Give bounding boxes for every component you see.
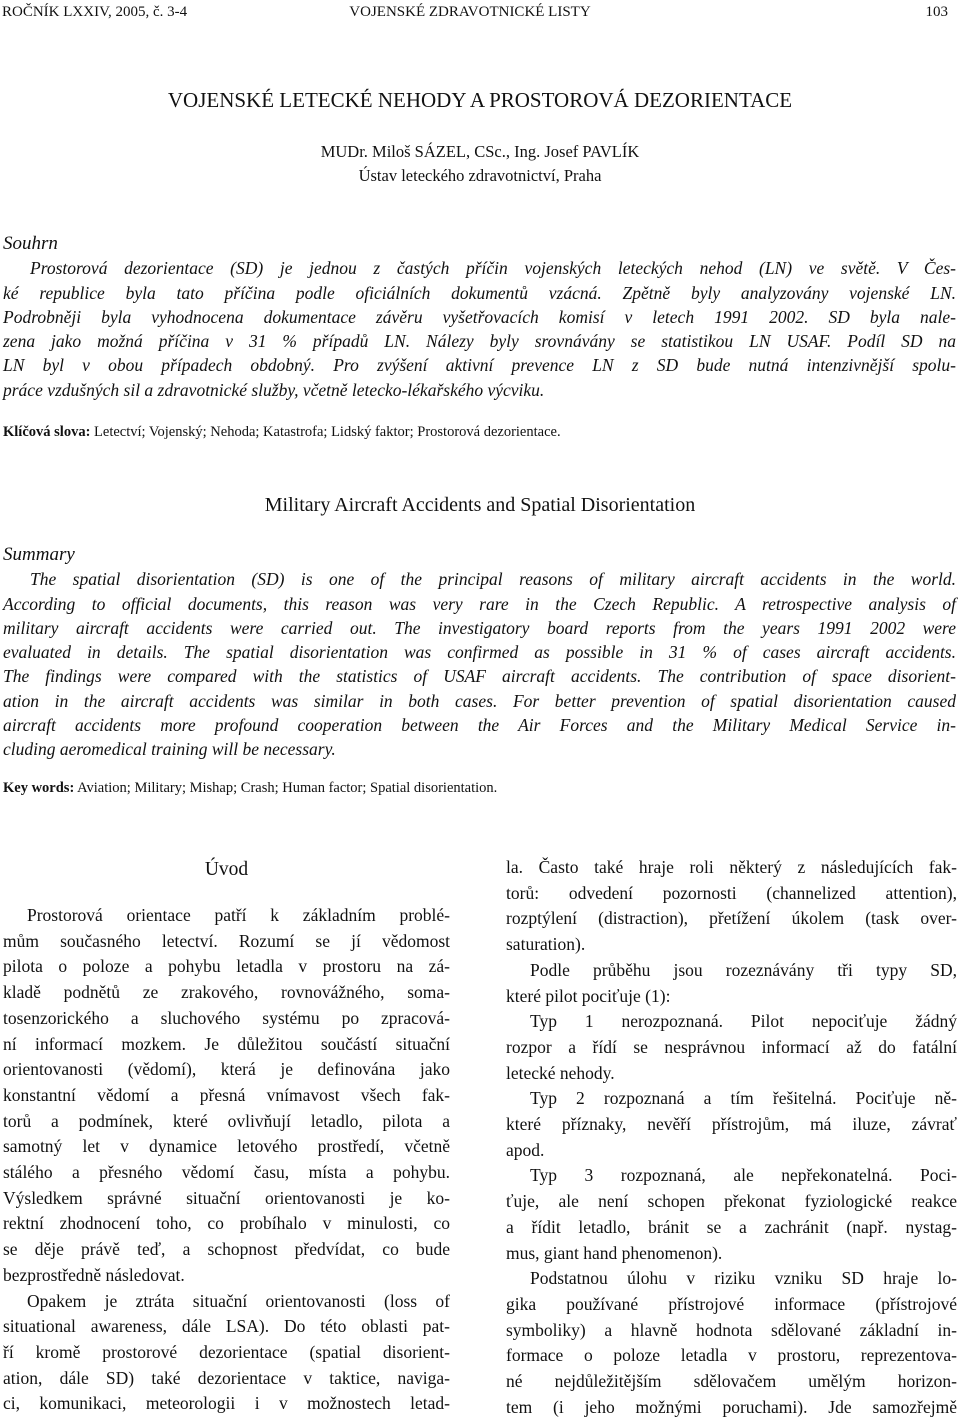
- text-line: letecké nehody.: [506, 1062, 615, 1083]
- summary-line: The findings were compared with the statistics of USAF aircraft accidents. The contribution of space disorient-: [3, 666, 956, 687]
- author-block: [0, 140, 960, 188]
- text-line: Podle průběhu jsou rozeznávány tři typy SD,: [530, 959, 957, 980]
- key-words-label: Key words:: [3, 780, 75, 796]
- text-line: ní informací mozkem. Je důležitou součástí situační: [3, 1033, 450, 1054]
- text-line: ation, dále SD) také dezorientace v taktice, naviga-: [3, 1367, 450, 1388]
- text-line: a řídit letadlo, bránit se a zachránit (např. nystag-: [506, 1216, 957, 1237]
- text-line: formace o poloze letadla v prostoru, reprezentova-: [506, 1345, 957, 1366]
- text-line: tem (i jeho možnými poruchami). Jde samozřejmě: [506, 1396, 957, 1417]
- summary-body: [3, 567, 956, 761]
- summary-line: cluding aeromedical training will be necessary.: [3, 739, 336, 760]
- abstract-en: [3, 543, 956, 762]
- text-line: Výsledkem správné situační orientovanosti je ko-: [3, 1187, 450, 1208]
- klicova-slova-label: Klíčová slova:: [3, 424, 91, 440]
- text-line: né nejdůležitějším sdělovačem umělým horizon-: [506, 1371, 957, 1392]
- affiliation: Ústav leteckého zdravotnictví, Praha: [358, 166, 602, 185]
- body-column-left: [3, 855, 450, 1417]
- journal-issue: ROČNÍK LXXIV, 2005, č. 3-4: [2, 4, 188, 20]
- text-line: torů a podmínek, které ovlivňují letadlo, pilota a: [3, 1110, 450, 1131]
- text-line: saturation).: [506, 934, 586, 955]
- text-line: rozptýlení (distraction), přetížení úkolem (task over-: [506, 908, 957, 929]
- text-line: mům současného letectví. Rozumí se jí vědomost: [3, 930, 450, 951]
- souhrn-line: LN byl v obou případech obdobný. Pro zvýšení aktivní prevence LN z SD bude nutná intenzivnější spolu-: [3, 355, 956, 376]
- text-line: pilota o poloze a pohybu letadla v prostoru na zá-: [3, 956, 450, 977]
- text-line: Typ 1 nerozpoznaná. Pilot nepociťuje žádný: [530, 1011, 957, 1032]
- text-line: orientovanosti (vědomí), která je definována jako: [3, 1059, 450, 1080]
- text-line: stálého a přesného vědomí času, místa a pohybu.: [3, 1162, 450, 1183]
- summary-line: military aircraft accidents were carried out. The investigatory board reports from the years 1991 2002 were: [3, 617, 956, 638]
- text-line: kladě podnětů ze zrakového, rovnovážného, soma-: [3, 982, 450, 1003]
- souhrn-line: Prostorová dezorientace (SD) je jednou z častých příčin vojenských leteckých nehod (LN) ve světě. V Čes-: [30, 258, 956, 279]
- souhrn-line: práce vzdušných sil a zdravotnické služby, včetně letecko-lékařského výcviku.: [3, 379, 545, 400]
- authors: MUDr. Miloš SÁZEL, CSc., Ing. Josef PAVLÍK: [320, 142, 640, 161]
- summary-line: ation in the aircraft accidents was similar in both cases. For better prevention of spatial disorientation caused: [3, 690, 956, 711]
- summary-line: aircraft accidents more profound cooperation between the Air Forces and the Military Medical Service in-: [3, 715, 956, 736]
- souhrn-line: ké republice byla tato příčina podle oficiálních dokumentů vzácná. Zpětně byly analyzovány vojenské LN.: [3, 282, 956, 303]
- souhrn-body: [3, 256, 956, 402]
- souhrn-heading: Souhrn: [3, 233, 58, 254]
- text-line: Prostorová orientace patří k základním problé-: [27, 905, 450, 925]
- text-line: rektní zhodnocení toho, co probíhalo v minulosti, co: [3, 1213, 450, 1234]
- journal-name: VOJENSKÉ ZDRAVOTNICKÉ LISTY: [349, 4, 591, 20]
- text-line: gika používané přístrojové informace (přístrojové: [506, 1293, 957, 1314]
- text-line: symboliky) a hlavně hodnota sdělované základní in-: [506, 1319, 957, 1340]
- text-line: ří kromě prostorové dezorientace (spatial disorient-: [3, 1341, 450, 1362]
- text-line: la. Často také hraje roli některý z následujících fak-: [506, 857, 957, 877]
- text-line: bezprostředně následovat.: [3, 1264, 185, 1285]
- abstract-cz: [3, 232, 956, 402]
- text-line: tosenzorického a sluchového systému po zpracová-: [3, 1007, 450, 1028]
- text-line: které příznaky, nevěří přístrojům, má iluze, závrať: [506, 1114, 957, 1135]
- text-line: Typ 2 rozpoznaná a tím řešitelná. Pociťuje ně-: [530, 1088, 957, 1109]
- klicova-slova: [3, 424, 561, 441]
- text-line: Typ 3 rozpoznaná, ale nepřekonatelná. Poci-: [530, 1165, 957, 1186]
- text-line: apod.: [506, 1139, 545, 1160]
- article-title-en: Military Aircraft Accidents and Spatial Disorientation: [264, 494, 696, 516]
- text-line: ťuje, ale není schopen překonat fyziologické reakce: [506, 1191, 957, 1212]
- souhrn-line: zena jako možná příčina v 31 % případů LN. Nálezy byly srovnávány se statistikou LN USAF. Podíl SD na: [3, 331, 956, 352]
- text-line: torů: odvedení pozornosti (channelized attention),: [506, 882, 957, 903]
- text-line: ci, komunikaci, meteorologii i v možnostech letad-: [3, 1393, 450, 1414]
- text-line: situational awareness, dále LSA). Do této oblasti pat-: [3, 1316, 450, 1337]
- article-title-cz: VOJENSKÉ LETECKÉ NEHODY A PROSTOROVÁ DEZORIENTACE: [167, 88, 793, 112]
- text-line: samotný let v dynamice letového prostředí, včetně: [3, 1136, 450, 1157]
- text-line: rozpor a řídí se nesprávnou informací až do fatální: [506, 1036, 957, 1057]
- body-column-right: [506, 855, 957, 1420]
- key-words-text: Aviation; Military; Mishap; Crash; Human factor; Spatial disorientation.: [77, 780, 498, 796]
- text-line: se děje právě teď, a schopnost předvídat, co bude: [3, 1239, 450, 1260]
- running-header: [0, 2, 960, 24]
- summary-line: The spatial disorientation (SD) is one of the principal reasons of military aircraft accidents in the world.: [30, 569, 956, 590]
- souhrn-line: Podrobněji byla vyhodnocena dokumentace závěru vyšetřovacích komisí v letech 1991 2002. SD byla nale-: [3, 306, 956, 327]
- key-words: [3, 780, 497, 797]
- section-heading-uvod: Úvod: [204, 859, 249, 880]
- text-line: které pilot pociťuje (1):: [506, 985, 671, 1006]
- text-line: mus, giant hand phenomenon).: [506, 1242, 723, 1263]
- summary-line: evaluated in details. The spatial disorientation was confirmed as possible in 31 % of cases aircraft accidents.: [3, 642, 956, 663]
- text-line: Opakem je ztráta situační orientovanosti (loss of: [27, 1290, 450, 1311]
- summary-line: According to official documents, this reason was very rare in the Czech Republic. A retrospective analysis of: [3, 593, 956, 614]
- text-line: Podstatnou úlohu v riziku vzniku SD hraje lo-: [530, 1268, 957, 1289]
- text-line: konstantní vědomí a přesná vnímavost všech fak-: [3, 1084, 450, 1105]
- klicova-slova-text: Letectví; Vojenský; Nehoda; Katastrofa; Lidský faktor; Prostorová dezorientace.: [94, 424, 561, 440]
- page-number: 103: [925, 4, 948, 20]
- summary-heading: Summary: [3, 544, 75, 565]
